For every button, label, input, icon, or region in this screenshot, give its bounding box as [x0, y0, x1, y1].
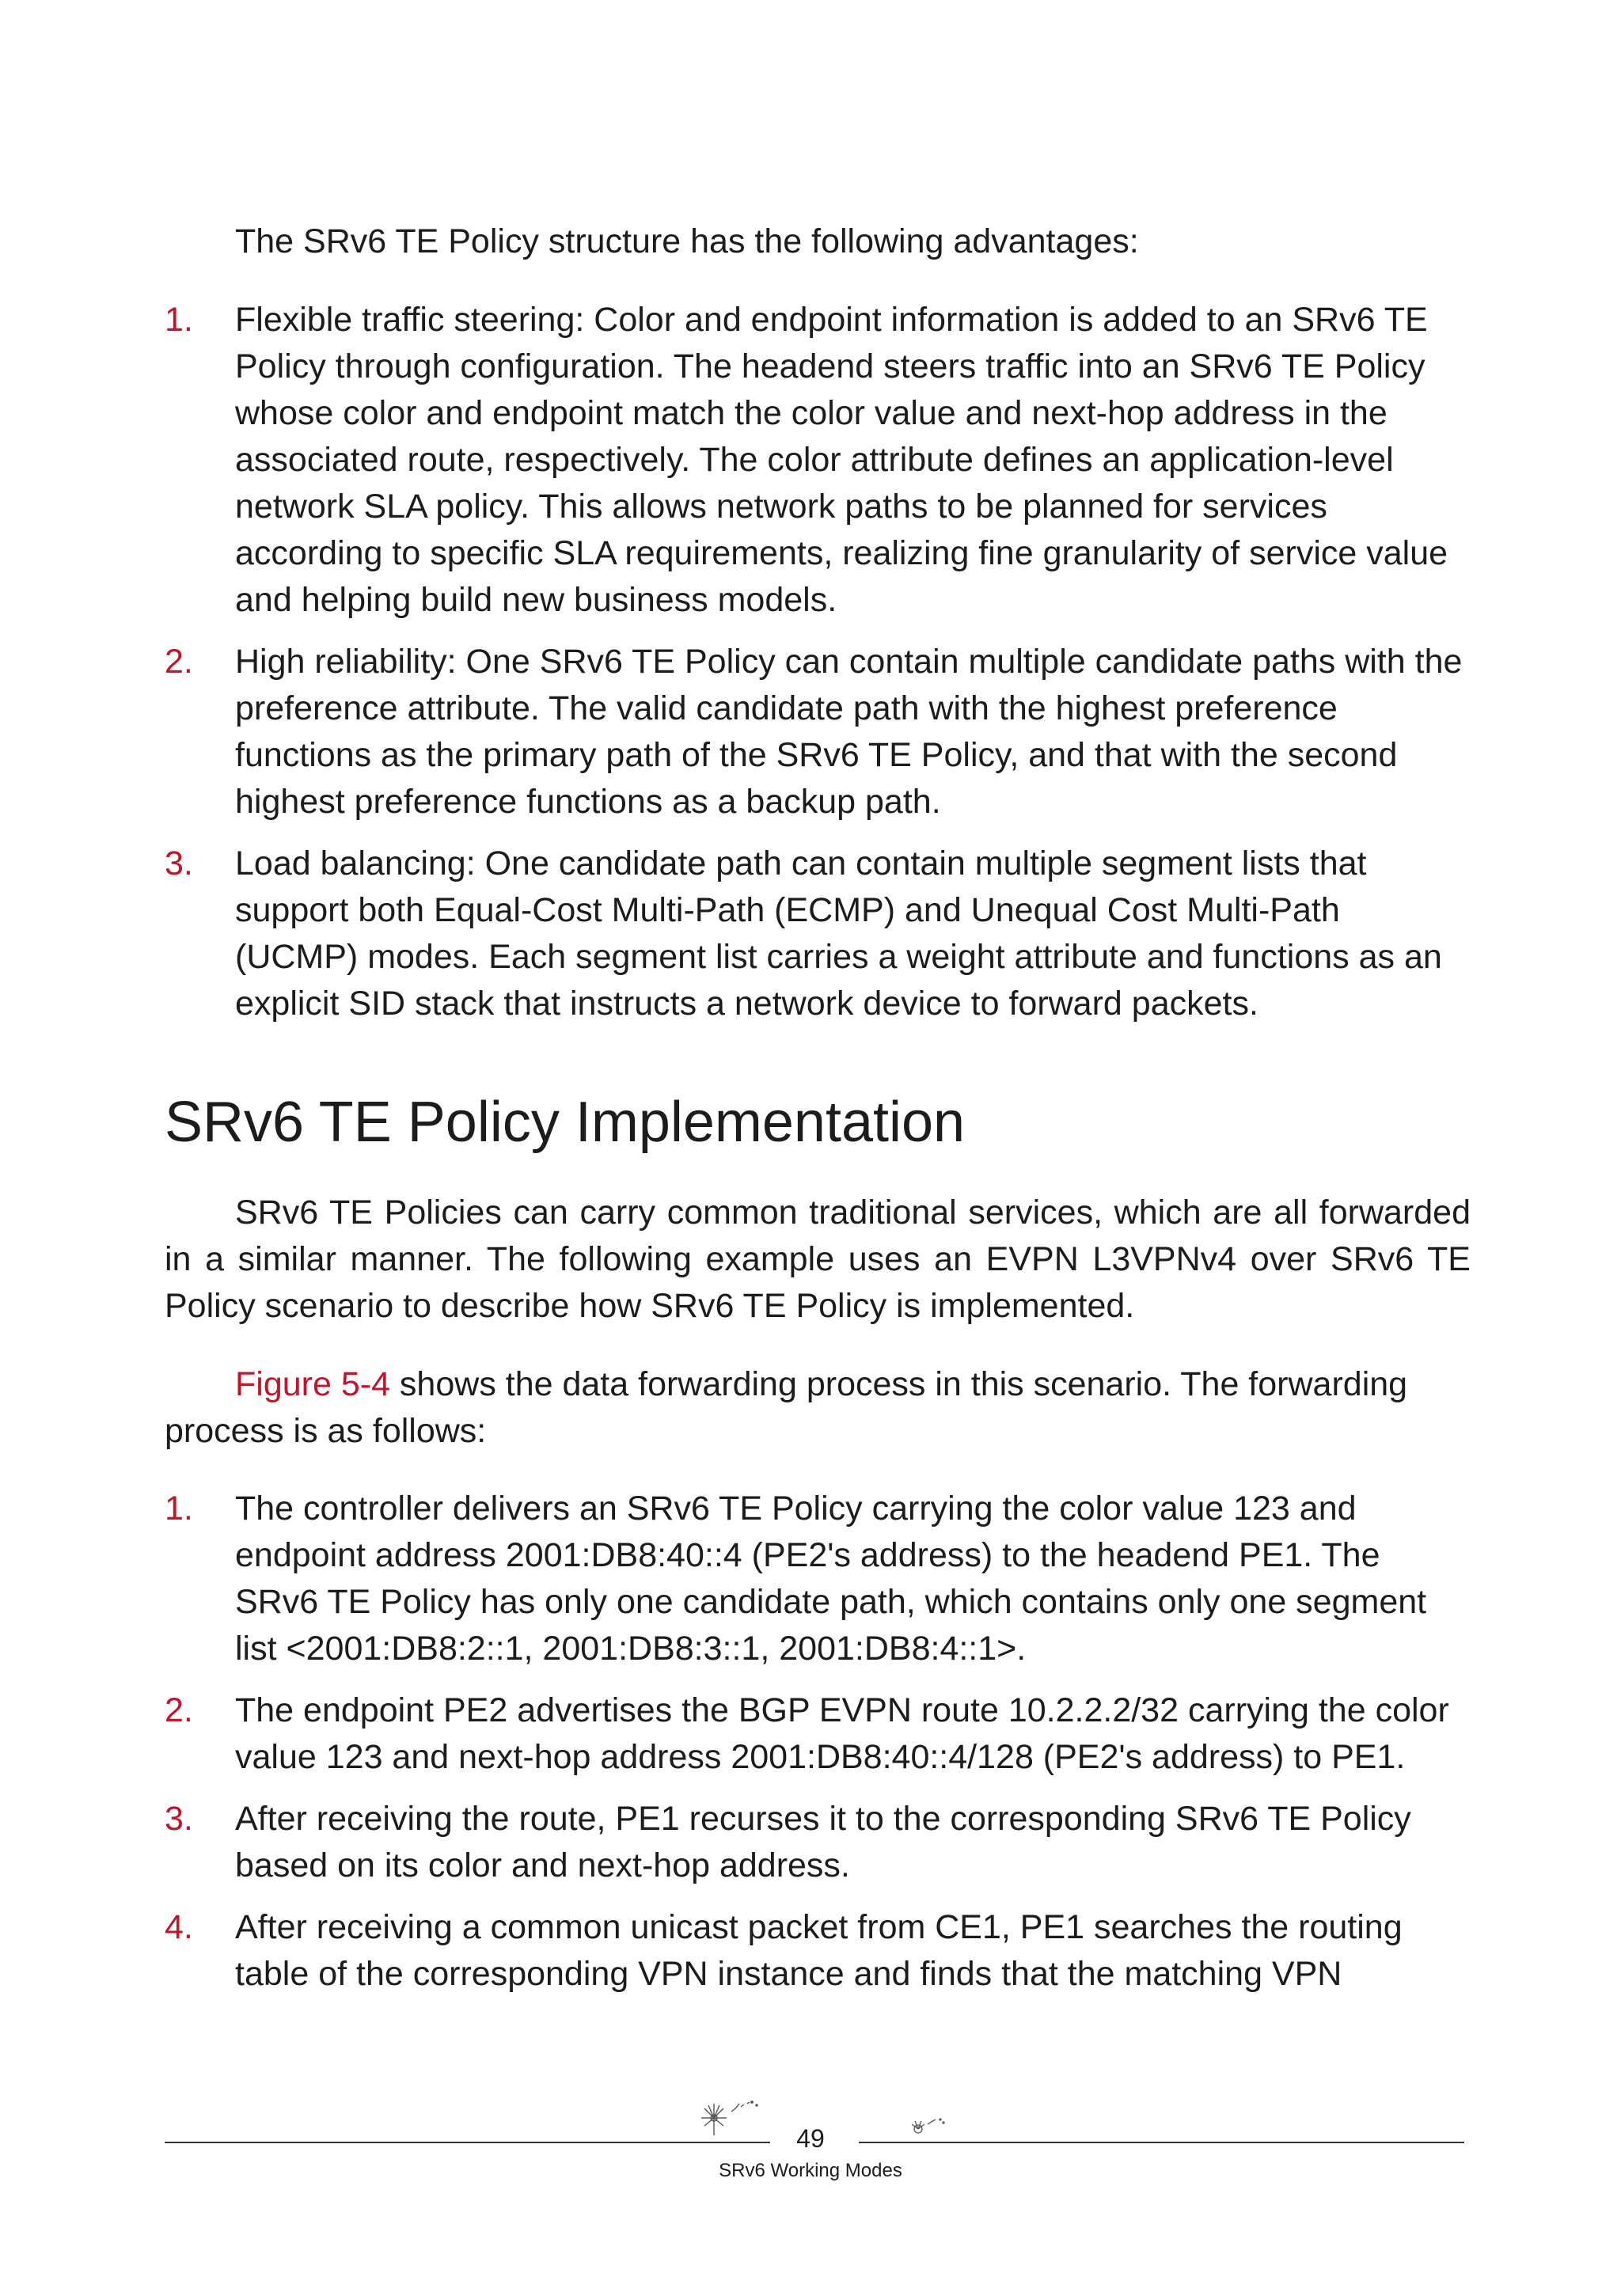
advantages-list	[165, 297, 1471, 1042]
seed-icon	[909, 2116, 947, 2137]
dandelion-icon	[697, 2099, 768, 2135]
list-item-text: After receiving a common unicast packet from CE1, PE1 searches the routing table of the corresponding VPN instance and finds that the matching VPN	[235, 1908, 1403, 1993]
list-item	[165, 1486, 1471, 1672]
footer-title: SRv6 Working Modes	[719, 2160, 902, 2181]
list-item	[165, 1687, 1471, 1781]
list-item	[165, 639, 1471, 825]
list-number: 3.	[165, 1800, 193, 1838]
list-item	[165, 1904, 1471, 1998]
list-item-text: Load balancing: One candidate path can contain multiple segment lists that support both Equal-Cost Multi-Path (ECMP) and Unequal Cost Multi-Path (UCMP) modes. Each segment list carries a weight attribute and functions as an explicit SID stack that instructs a network device to forward packets.	[235, 844, 1442, 1023]
list-item-text: After receiving the route, PE1 recurses it to the corresponding SRv6 TE Policy based on its color and next-hop address.	[235, 1800, 1411, 1884]
page-number: 49	[796, 2124, 825, 2153]
list-number: 2.	[165, 643, 193, 681]
intro-paragraph: The SRv6 TE Policy structure has the following advantages:	[235, 222, 1139, 260]
list-number: 1.	[165, 301, 193, 339]
list-item-text: High reliability: One SRv6 TE Policy can contain multiple candidate paths with the preference attribute. The valid candidate path with the highest preference functions as the primary path of the SRv6 TE Policy, and that with the second highest preference functions as a backup path.	[235, 643, 1463, 821]
list-number: 4.	[165, 1908, 193, 1946]
list-number: 2.	[165, 1691, 193, 1729]
body-paragraph-figure-ref	[165, 1361, 1471, 1455]
section-heading: SRv6 TE Policy Implementation	[165, 1091, 966, 1154]
list-number: 3.	[165, 844, 193, 882]
list-item-text: The endpoint PE2 advertises the BGP EVPN route 10.2.2.2/32 carrying the color value 123 and next-hop address 2001:DB8:40::4/128 (PE2's address) to PE1.	[235, 1691, 1449, 1776]
list-item	[165, 841, 1471, 1027]
forwarding-steps-list	[165, 1486, 1471, 2013]
footer-rule-right	[859, 2142, 1464, 2143]
footer-rule-left	[165, 2142, 770, 2143]
list-item	[165, 297, 1471, 624]
list-item-text: Flexible traffic steering: Color and endpoint information is added to an SRv6 TE Policy through configuration. The headend steers traffic into an SRv6 TE Policy whose color and endpoint match the color value and next-hop address in the associated route, respectively. The color attribute defines an application-level network SLA policy. This allows network paths to be planned for services according to specific SLA requirements, realizing fine granularity of service value and helping build new business models.	[235, 301, 1448, 619]
paragraph-text: shows the data forwarding process in this scenario. The forwarding process is as follows:	[165, 1365, 1408, 1450]
list-number: 1.	[165, 1490, 193, 1528]
list-item-text: The controller delivers an SRv6 TE Policy carrying the color value 123 and endpoint address 2001:DB8:40::4 (PE2's address) to the headend PE1. The SRv6 TE Policy has only one candidate path, which contains only one segment list <2001:DB8:2::1, 2001:DB8:3::1, 2001:DB8:4::1>.	[235, 1490, 1427, 1668]
body-paragraph: SRv6 TE Policies can carry common traditional services, which are all forwarded in a similar manner. The following example uses an EVPN L3VPNv4 over SRv6 TE Policy scenario to describe how SRv6 TE Policy is implemented.	[165, 1194, 1471, 1325]
list-item	[165, 1796, 1471, 1889]
figure-link[interactable]: Figure 5-4	[235, 1365, 390, 1403]
